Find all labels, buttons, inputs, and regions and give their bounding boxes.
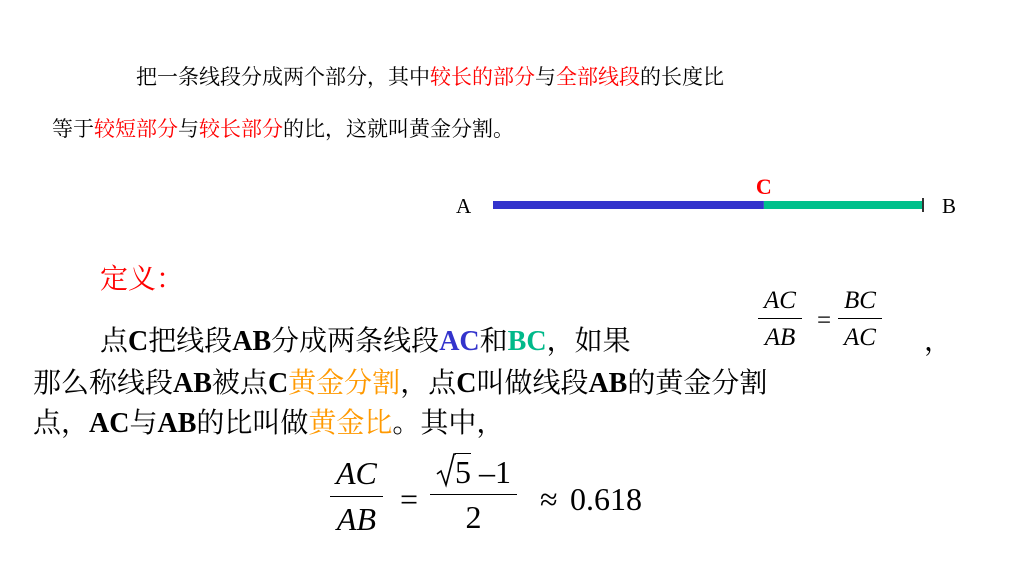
fraction-bar [758,318,802,319]
fraction-bar [430,494,517,495]
intro-text: 与 [178,117,199,141]
intro-text: 与 [535,65,556,89]
text: 点 [100,324,129,357]
highlight-shorter-part: 较短部分 [94,117,178,141]
equals-sign: = [400,481,419,517]
text: 。其中， [392,406,505,439]
definition-line-1 [100,324,631,359]
intro-text: 的长度比 [640,65,724,89]
radicand: 5 [455,454,471,490]
definition-heading: 定义： [100,262,185,295]
sqrt-icon [436,452,456,488]
text: 与 [129,406,158,439]
text: 那么称线段 [33,366,174,399]
golden-ratio-value: 0.618 [570,481,642,517]
intro-text: 的比，这就叫黄金分割。 [283,117,514,141]
text: 和 [479,324,508,357]
text: ，点 [400,366,457,399]
point-c: C [128,326,149,357]
intro-line-1 [136,64,724,90]
highlight-longer-part: 较长的部分 [430,65,535,89]
segment-ab: AB [588,368,628,399]
ratio-bc-ac [838,288,882,350]
term-golden-ratio: 黄金比 [308,406,393,439]
minus-one: –1 [471,454,511,490]
label-c: C [755,174,772,199]
definition-line-2 [33,366,767,401]
text: 分成两条线段 [271,324,440,357]
text: ，如果 [546,324,631,357]
label-b: B [942,194,957,218]
segment-diagram [440,168,980,228]
label-a: A [456,194,472,218]
intro-text: 等于 [52,117,94,141]
numerator [430,452,517,488]
text: 被点 [211,366,268,399]
point-c: C [267,368,289,399]
denominator: AC [844,324,876,351]
segment-ab: AB [232,326,272,357]
intro-line-2 [52,116,514,142]
segment-bc-label: BC [507,326,547,357]
text: 把线段 [148,324,233,357]
equals-sign: = [817,307,832,334]
denominator: AB [336,501,376,537]
segment-ac-label: AC [439,326,480,357]
segment-ac: AC [89,408,130,439]
text: 点， [33,406,90,439]
text: 的黄金分割 [627,366,768,399]
text: 的比叫做 [196,406,309,439]
definition-line-3 [33,406,504,441]
ratio-ac-ab [758,288,802,350]
fraction-bar [838,318,882,319]
segment-ab: AB [157,408,197,439]
point-c: C [456,368,477,399]
approx-sign: ≈ [540,481,558,517]
golden-ratio-fraction-left [330,457,383,535]
golden-ratio-fraction-right [430,452,517,533]
intro-text: 把一条线段分成两个部分，其中 [136,65,430,89]
text: 叫做线段 [476,366,589,399]
numerator: AC [336,455,377,491]
fraction-bar [330,496,383,497]
denominator: AB [764,324,796,351]
numerator: AC [764,287,796,314]
term-golden-section: 黄金分割 [288,366,401,399]
highlight-longer-part: 较长部分 [199,117,283,141]
highlight-whole-segment: 全部线段 [556,65,640,89]
denominator: 2 [465,499,482,535]
definition-line-1-comma: ， [924,324,953,357]
segment-ab: AB [173,368,212,399]
numerator: BC [844,287,876,314]
